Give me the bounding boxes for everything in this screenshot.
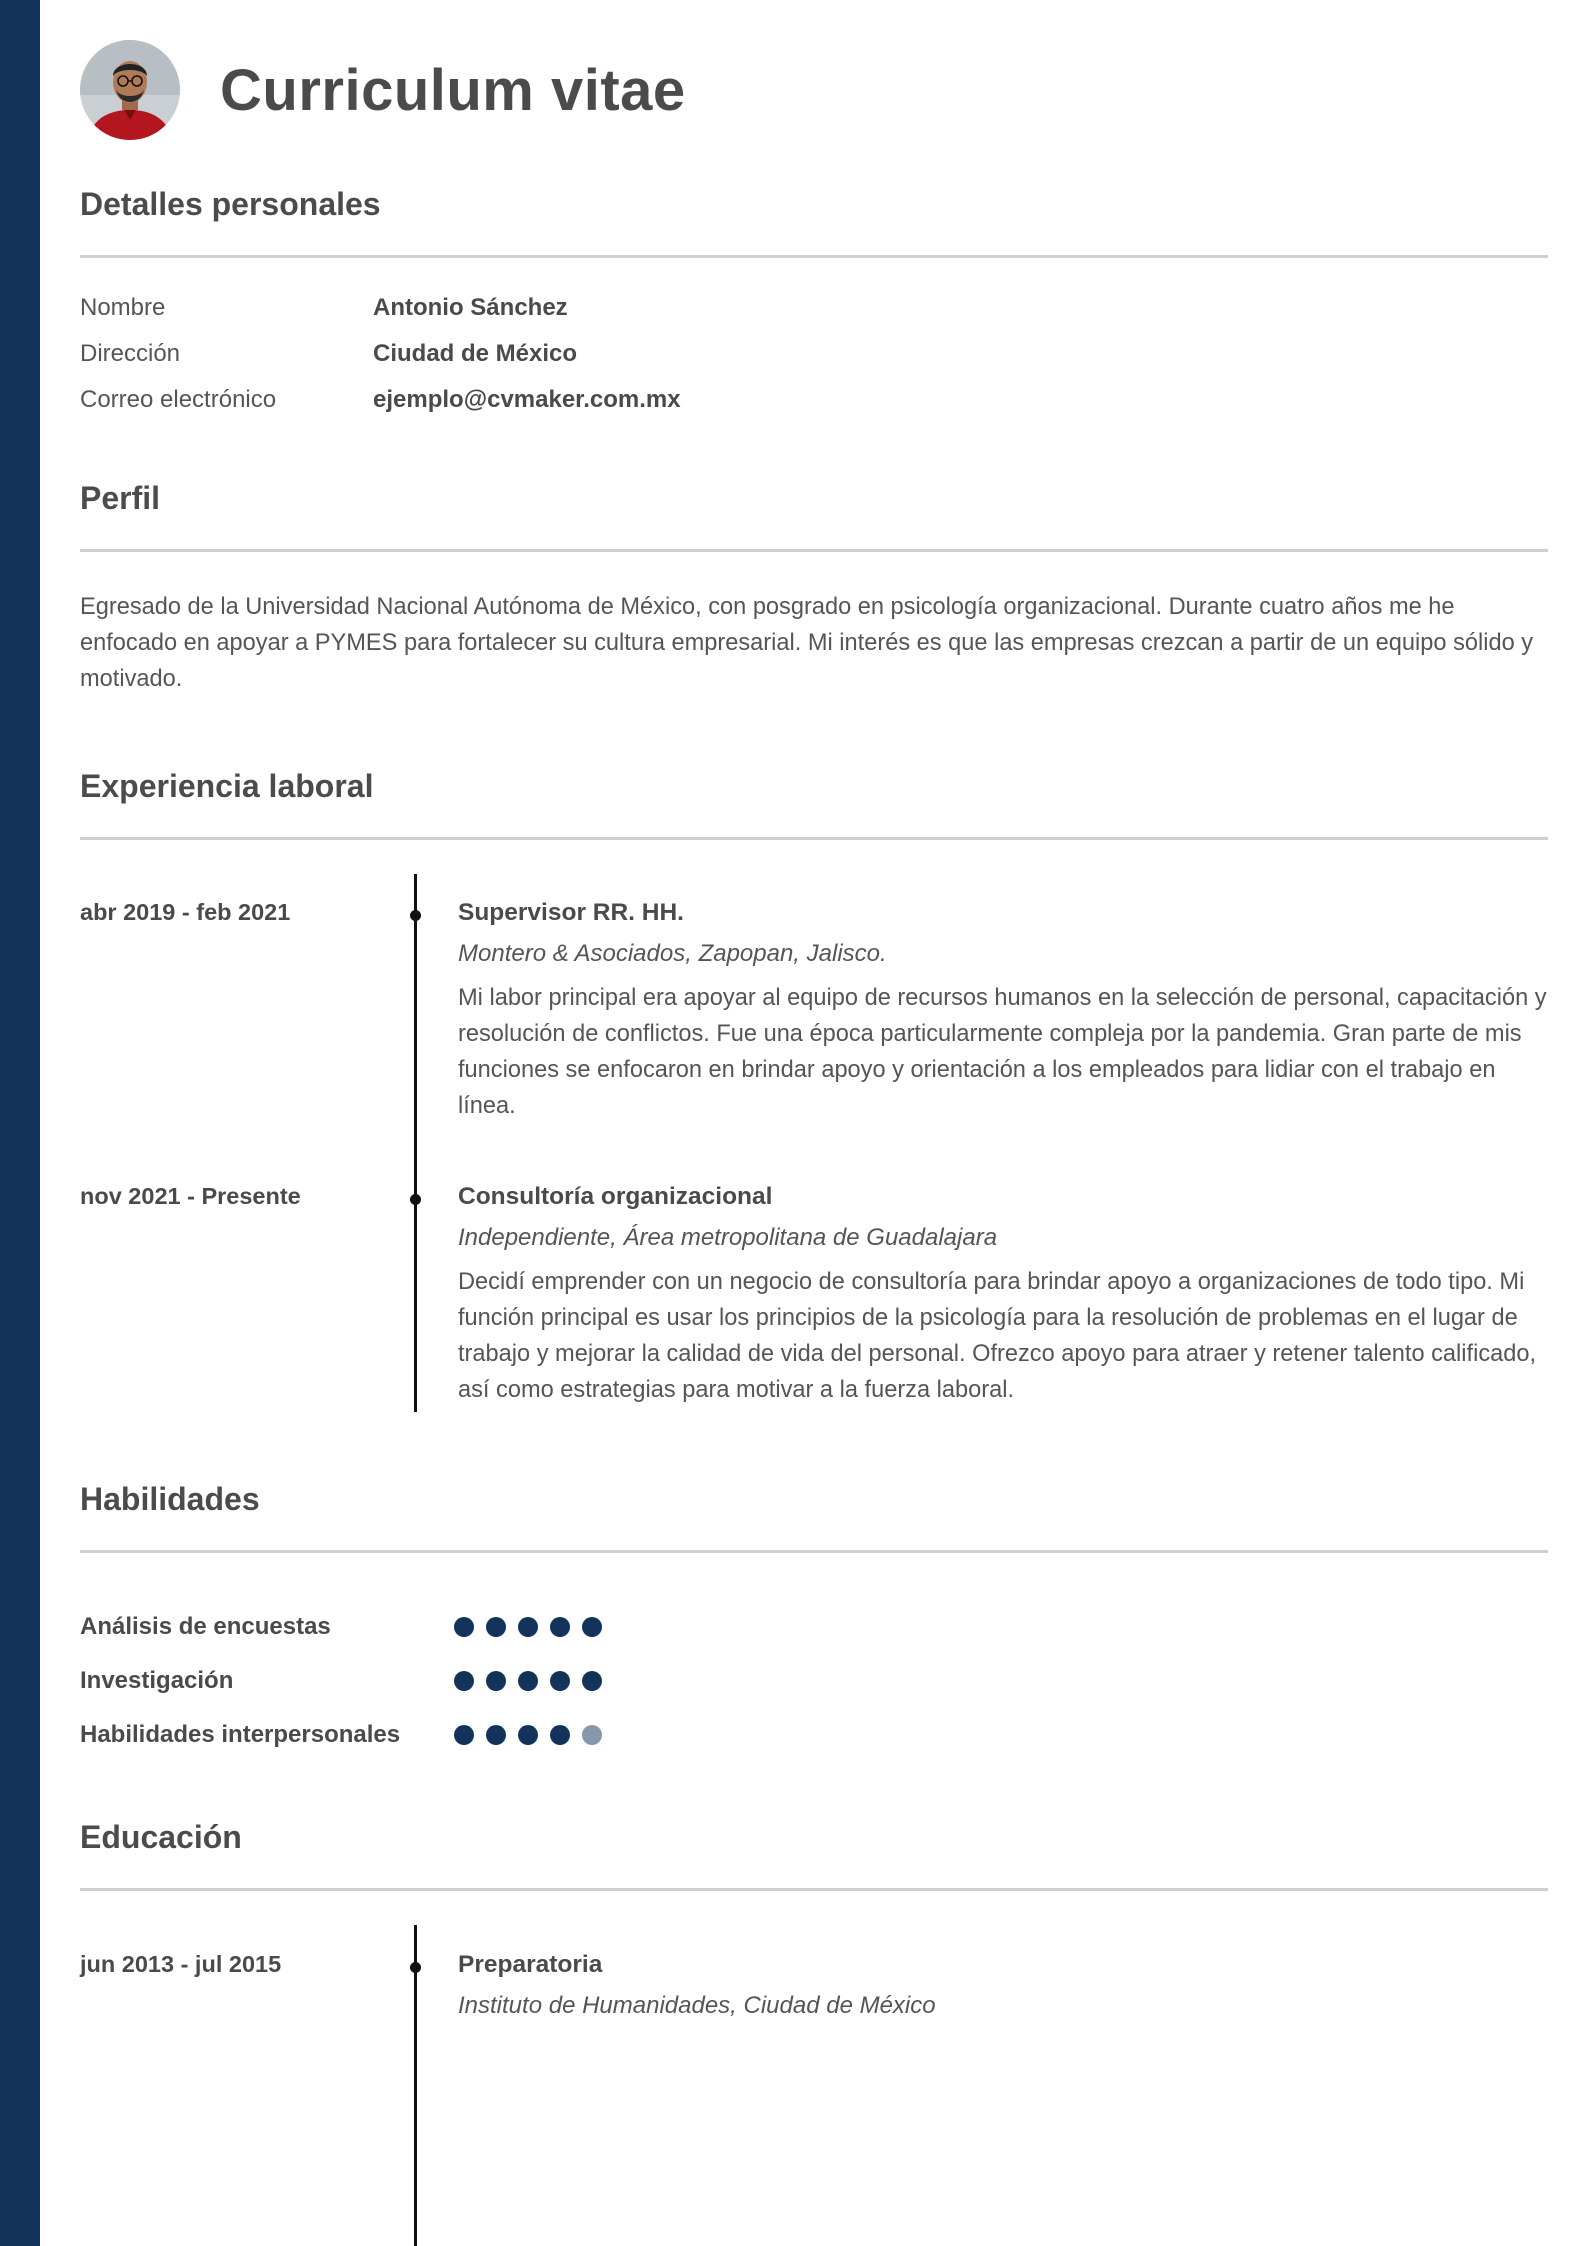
avatar (80, 40, 180, 140)
skill-level (454, 1617, 602, 1637)
skill-row (80, 1667, 602, 1695)
skill-dot-filled (486, 1725, 506, 1745)
profile-section (80, 482, 1548, 514)
employer: Montero & Asociados, Zapopan, Jalisco. (458, 939, 887, 967)
section-divider (80, 549, 1548, 552)
experience-timeline-line (414, 874, 417, 1412)
detail-value: ejemplo@cvmaker.com.mx (373, 386, 681, 413)
detail-label: Correo electrónico (80, 386, 277, 413)
detail-row-email (80, 388, 681, 412)
skill-dot-filled (550, 1671, 570, 1691)
experience-date: nov 2021 - Presente (80, 1183, 301, 1209)
job-title: Consultoría organizacional (458, 1183, 773, 1210)
document-title: Curriculum vitae (220, 57, 686, 123)
skill-row (80, 1721, 602, 1749)
skill-dot-filled (454, 1671, 474, 1691)
institution: Instituto de Humanidades, Ciudad de México (458, 1991, 936, 2019)
experience-section (80, 770, 1548, 802)
skill-dot-filled (518, 1617, 538, 1637)
skill-dot-filled (518, 1725, 538, 1745)
detail-value: Antonio Sánchez (373, 294, 568, 321)
detail-value: Ciudad de México (373, 340, 578, 367)
skill-level (454, 1671, 602, 1691)
section-divider (80, 255, 1548, 258)
skill-dot-filled (550, 1617, 570, 1637)
skill-dot-filled (454, 1725, 474, 1745)
education-date: jun 2013 - jul 2015 (80, 1951, 282, 1977)
job-description: Decidí emprender con un negocio de consultoría para brindar apoyo a organizaciones de todo tipo. Mi función principal es usar los principios de la psicología para la resolución de problemas en el lugar de trabajo y mejorar la calidad de vida del personal. Ofrezco apoyo para atraer y retener talento calificado, así como estrategias para motivar a la fuerza laboral. (458, 1268, 1537, 1403)
experience-entry (458, 1185, 1548, 1408)
skill-dot-filled (518, 1671, 538, 1691)
skill-level (454, 1725, 602, 1745)
personal-details-section (80, 188, 1548, 220)
profile-text: Egresado de la Universidad Nacional Autónoma de México, con posgrado en psicología organizacional. Durante cuatro años me he enfocado en apoyar a PYMES para fortalecer su cultura empresarial. Mi interés es que las empresas crezcan a partir de un equipo sólido y motivado. (80, 594, 1534, 692)
skill-dot-filled (582, 1671, 602, 1691)
education-timeline-line (414, 1925, 417, 2246)
experience-entry (458, 901, 1548, 1124)
detail-label: Nombre (80, 294, 166, 321)
section-heading: Experiencia laboral (80, 768, 374, 804)
detail-label: Dirección (80, 340, 181, 367)
timeline-dot (410, 1962, 421, 1973)
section-heading: Detalles personales (80, 186, 381, 222)
education-section (80, 1821, 1548, 1853)
skill-dot-empty (582, 1725, 602, 1745)
timeline-dot (410, 1194, 421, 1205)
skill-name: Análisis de encuestas (80, 1613, 331, 1640)
header (80, 40, 686, 140)
profile-photo (80, 40, 180, 140)
skill-dot-filled (582, 1617, 602, 1637)
skill-dot-filled (454, 1617, 474, 1637)
skill-dot-filled (486, 1671, 506, 1691)
skill-dot-filled (486, 1617, 506, 1637)
skill-name: Habilidades interpersonales (80, 1721, 401, 1748)
detail-row-address (80, 342, 577, 366)
skill-dot-filled (550, 1725, 570, 1745)
section-heading: Educación (80, 1819, 242, 1855)
section-divider (80, 837, 1548, 840)
section-divider (80, 1550, 1548, 1553)
job-title: Supervisor RR. HH. (458, 899, 684, 926)
experience-date: abr 2019 - feb 2021 (80, 899, 291, 925)
skill-name: Investigación (80, 1667, 234, 1694)
education-entry (458, 1953, 1548, 2018)
skill-row (80, 1613, 602, 1641)
skills-section (80, 1483, 1548, 1515)
detail-row-name (80, 296, 568, 320)
section-divider (80, 1888, 1548, 1891)
section-heading: Perfil (80, 480, 161, 516)
degree-title: Preparatoria (458, 1951, 603, 1978)
job-description: Mi labor principal era apoyar al equipo de recursos humanos en la selección de personal, capacitación y resolución de conflictos. Fue una época particularmente compleja por la pandemia. Gran parte de mis funciones se enfocaron en brindar apoyo y orientación a los empleados para lidiar con el trabajo en línea. (458, 984, 1547, 1119)
sidebar-accent-bar (0, 0, 40, 2246)
employer: Independiente, Área metropolitana de Guadalajara (458, 1223, 998, 1251)
section-heading: Habilidades (80, 1481, 260, 1517)
timeline-dot (410, 910, 421, 921)
